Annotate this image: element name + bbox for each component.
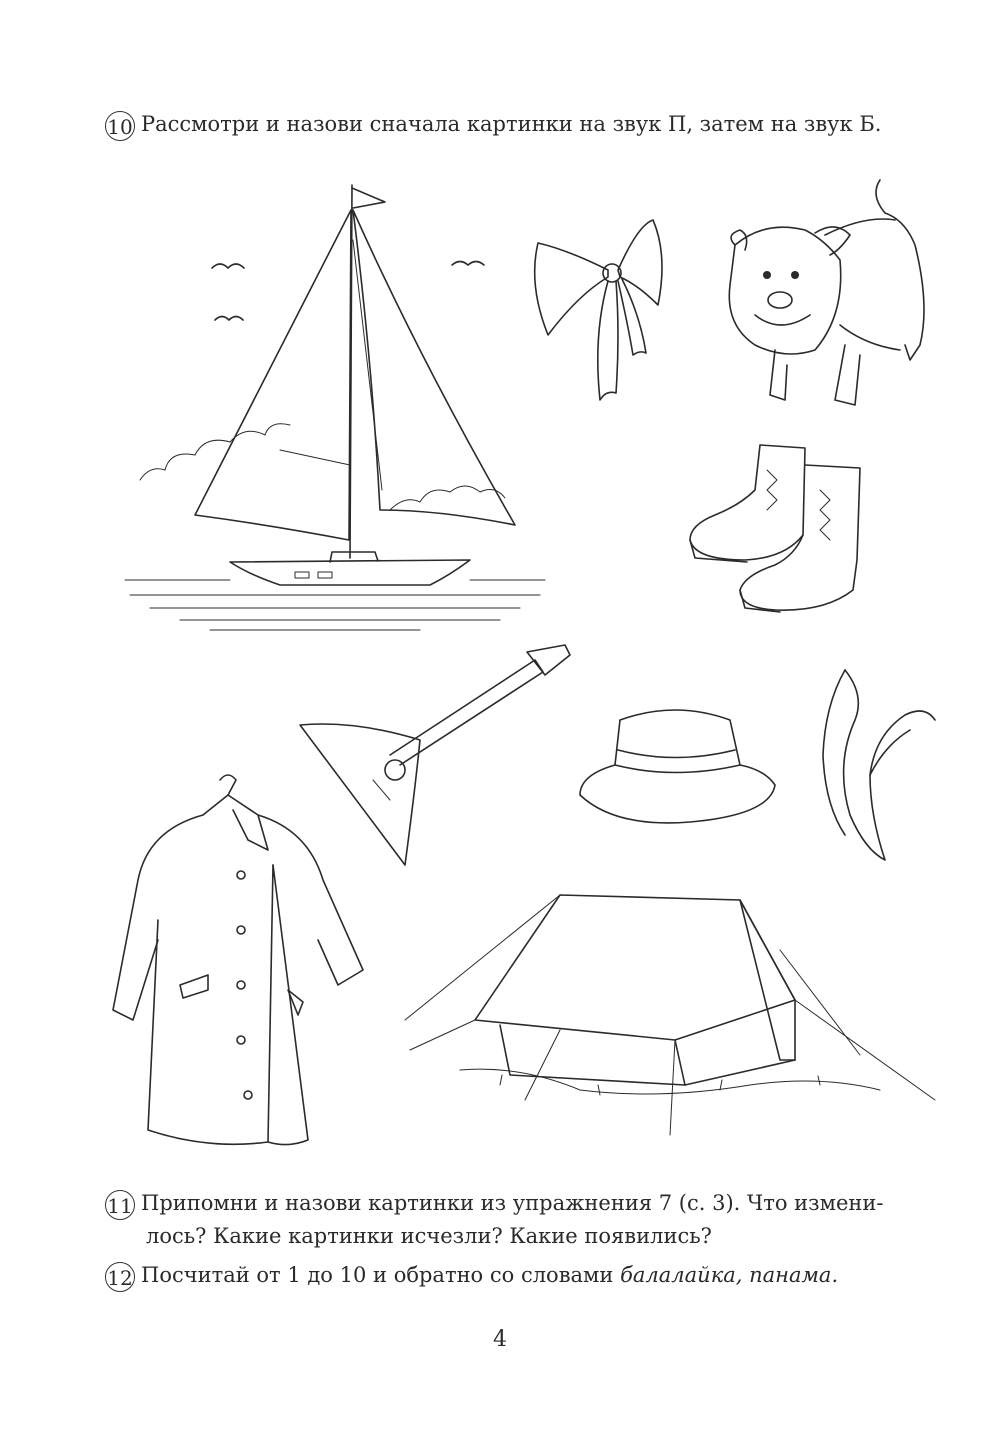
exercise-10-text: Рассмотри и назови сначала картинки на звук П, затем на звук Б. [141,112,882,136]
exercise-12-words: балалайка, панама. [620,1263,839,1287]
exercise-number-11: 11 [105,1190,135,1220]
exercise-11 [105,1187,884,1253]
bow-picture [528,215,670,410]
exercise-11-line-1: Припомни и назови картинки из упражнения 7 (с. 3). Что измени- [141,1191,884,1215]
exercise-12-text: Посчитай от 1 до 10 и обратно со словами [141,1263,621,1287]
exercise-number-12: 12 [105,1262,135,1292]
sailboat-picture [120,180,550,640]
exercise-number-10: 10 [105,111,135,141]
exercise-12 [105,1259,838,1292]
coat-picture [108,770,370,1150]
boots-picture [685,440,870,615]
exercise-11-line-2: лось? Какие картинки исчезли? Какие появились? [146,1224,712,1248]
bulldog-picture [715,175,950,415]
tent-picture [400,890,945,1145]
page-number: 4 [493,1327,507,1352]
panama-hat-picture [575,700,780,830]
banana-picture [815,665,940,865]
exercise-10 [105,108,881,141]
